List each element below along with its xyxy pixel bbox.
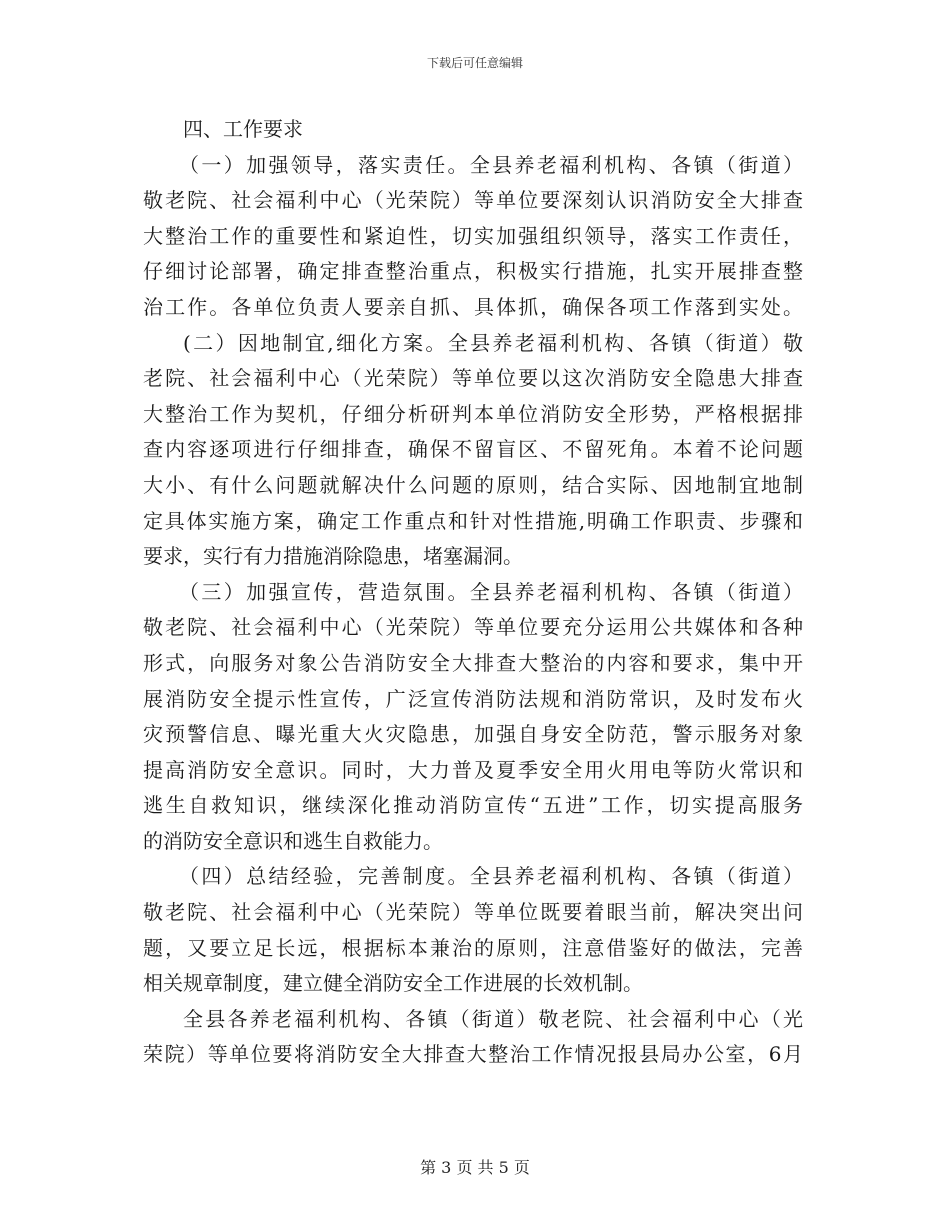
paragraph-line: 老院、社会福利中心（光荣院）等单位要以这次消防安全隐患大排查 — [143, 366, 803, 391]
paragraph-line: (二）因地制宜,细化方案。全县养老福利机构、各镇（街道）敬 — [183, 330, 803, 355]
paragraph-line: （三）加强宣传，营造氛围。全县养老福利机构、各镇（街道） — [179, 579, 803, 604]
paragraph-line: （一）加强领导，落实责任。全县养老福利机构、各镇（街道） — [179, 152, 803, 177]
page-header: 下载后可任意编辑 — [426, 56, 523, 70]
paragraph-line: （四）总结经验，完善制度。全县养老福利机构、各镇（街道） — [179, 864, 803, 889]
paragraph-line: 定具体实施方案，确定工作重点和针对性措施,明确工作职责、步骤和 — [143, 508, 803, 533]
paragraph-line: 逃生自救知识，继续深化推动消防宣传“五进”工作，切实提高服务 — [143, 793, 803, 818]
paragraph-line: 大小、有什么问题就解决什么问题的原则，结合实际、因地制宜地制 — [143, 472, 803, 497]
paragraph-line: 大整治工作的重要性和紧迫性，切实加强组织领导，落实工作责任， — [143, 223, 803, 248]
paragraph-line: 提高消防安全意识。同时，大力普及夏季安全用火用电等防火常识和 — [143, 757, 803, 782]
paragraph-line: 敬老院、社会福利中心（光荣院）等单位要深刻认识消防安全大排查 — [143, 188, 803, 213]
paragraph-5 — [143, 1002, 803, 1073]
paragraph-2 — [143, 326, 803, 575]
paragraph-3 — [143, 575, 803, 860]
paragraph-1 — [143, 148, 803, 326]
paragraph-line: 要求，实行有力措施消除隐患，堵塞漏洞。 — [143, 544, 523, 569]
paragraph-line: 展消防安全提示性宣传，广泛宣传消防法规和消防常识，及时发布火 — [143, 686, 803, 711]
section-title: 四、工作要求 — [183, 117, 303, 141]
paragraph-line: 治工作。各单位负责人要亲自抓、具体抓，确保各项工作落到实处。 — [143, 294, 803, 319]
paragraph-line: 敬老院、社会福利中心（光荣院）等单位要充分运用公共媒体和各种 — [143, 615, 803, 640]
paragraph-line: 的消防安全意识和逃生自救能力。 — [143, 828, 443, 853]
paragraph-line: 形式，向服务对象公告消防安全大排查大整治的内容和要求，集中开 — [143, 650, 803, 675]
paragraph-line: 大整治工作为契机，仔细分析研判本单位消防安全形势，严格根据排 — [143, 401, 803, 426]
paragraph-line: 全县各养老福利机构、各镇（街道）敬老院、社会福利中心（光 — [183, 1006, 803, 1031]
page-number: 第 3 页 共 5 页 — [420, 1158, 530, 1177]
paragraph-line: 题，又要立足长远，根据标本兼治的原则，注意借鉴好的做法，完善 — [143, 935, 803, 960]
paragraph-line: 荣院）等单位要将消防安全大排查大整治工作情况报县局办公室，6月 — [143, 1042, 803, 1067]
paragraph-line: 查内容逐项进行仔细排查，确保不留盲区、不留死角。本着不论问题 — [143, 437, 803, 462]
document-body — [143, 112, 803, 1073]
paragraph-4 — [143, 859, 803, 1001]
paragraph-line: 灾预警信息、曝光重大火灾隐患，加强自身安全防范，警示服务对象 — [143, 722, 803, 747]
paragraph-line: 仔细讨论部署，确定排查整治重点，积极实行措施，扎实开展排查整 — [143, 259, 803, 284]
paragraph-line: 相关规章制度，建立健全消防安全工作进展的长效机制。 — [143, 971, 643, 996]
paragraph-line: 敬老院、社会福利中心（光荣院）等单位既要着眼当前，解决突出问 — [143, 900, 803, 925]
